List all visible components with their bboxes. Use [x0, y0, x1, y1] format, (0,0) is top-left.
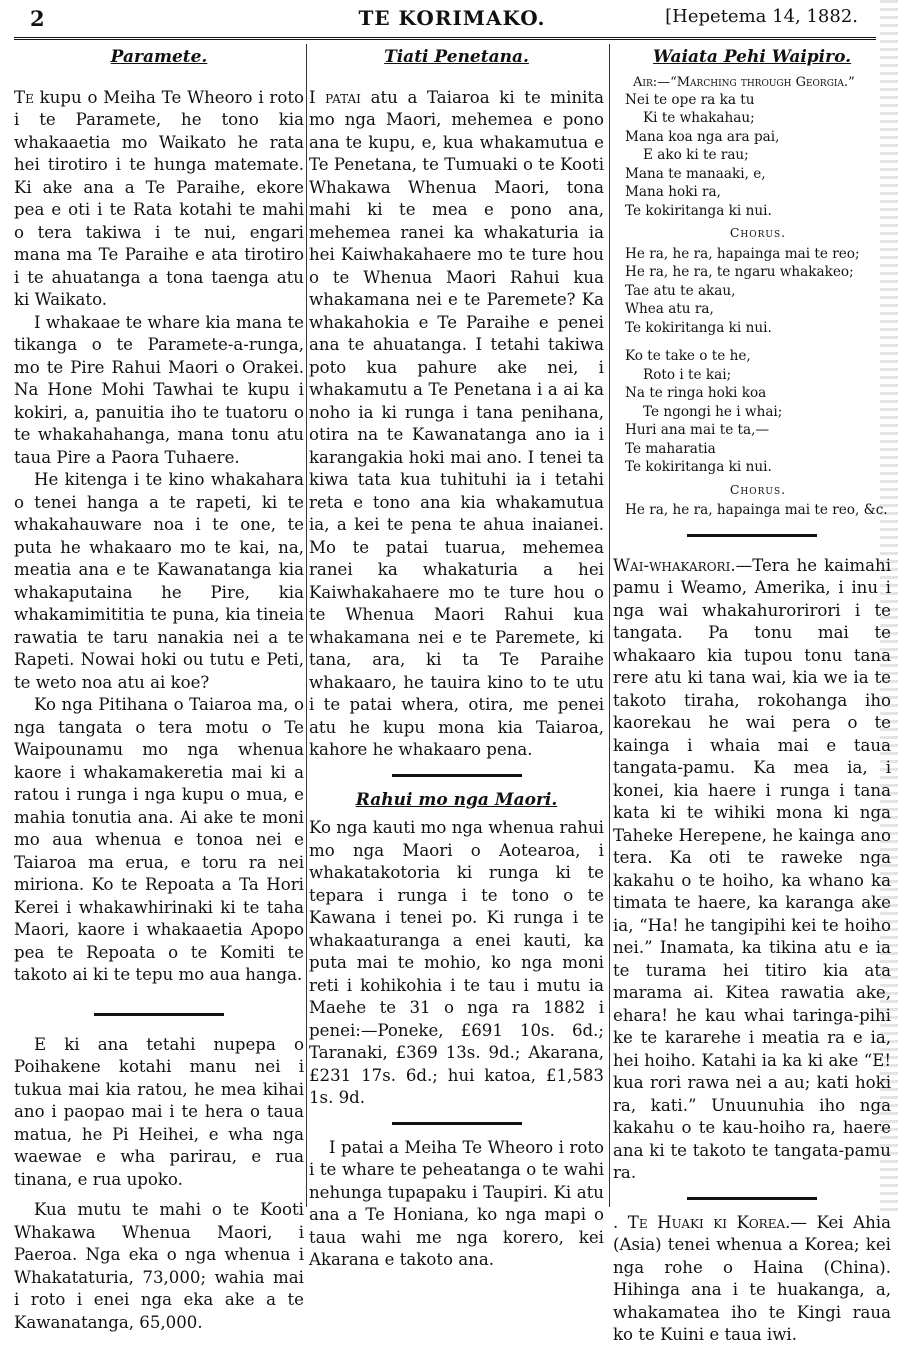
- article-paragraph: Ko nga Pitihana o Taiaroa ma, o nga tangata o tera motu o Te Waipounamu mo nga whenua kaore i whakamakeretia mai ki a ratou i runga i nga kupu o mua, e mahia tonutia ana. Ai ake te moni mo aua whenua e tonoa nei e Taiaroa ma erua, e toru ra nei miriona. Ko te Repoata a Ta Hori Kerei i whakawhirinaki ki te taha Maori, kaore i whakaaetia Apopo pea te Repoata o te Komiti te takoto ai ki te tepu mo aua hanga.: [14, 695, 304, 984]
- chorus-label: Chorus.: [729, 481, 787, 497]
- song-line: E ako ki te rau;: [643, 147, 749, 163]
- issue-date: [Hepetema 14, 1882.: [665, 6, 858, 27]
- song-line: Ki te whakahau;: [643, 110, 755, 126]
- column-3: [613, 44, 891, 1347]
- article-paragraph: I patai a Meiha Te Wheoro i roto i te whare te peheatanga o te wahi nehunga tupapaku i Taupiri. Ki atu ana a Te Honiana, ko nga mapi o taua wahi me nga korero, kei Akarana e takoto ana.: [309, 1137, 604, 1269]
- section-heading-rahui: Rahui mo nga Maori.: [355, 789, 558, 810]
- song-line: Tae atu te akau,: [625, 282, 736, 299]
- section-heading-paramete: Paramete.: [110, 47, 208, 67]
- article-paragraph: E ki ana tetahi nupepa o Poihakene kotahi manu nei i tukua mai kia ratou, he mea kihai ano i paopao mai i te hera o taua matua, he Pi Heihei, e wha nga waewae e wha parirau, e rua tinana, e rua upoko.: [14, 1034, 304, 1189]
- song-line: Te kokiritanga ki nui.: [625, 459, 772, 475]
- masthead: [6, 4, 898, 34]
- song-line: Mana hoki ra,: [625, 184, 721, 200]
- song-line: Mana koa nga ara pai,: [625, 128, 780, 145]
- song-line: He ra, he ra, te ngaru whakakeo;: [625, 264, 854, 280]
- top-rule: [14, 37, 876, 42]
- lead-word: Te Huaki ki Korea.: [627, 1212, 791, 1232]
- article-paragraph: [14, 87, 304, 312]
- song-line: He ra, he ra, hapainga mai te reo;: [625, 245, 860, 262]
- column-1: [14, 44, 304, 1334]
- song-line: He ra, he ra, hapainga mai te reo, &c.: [625, 502, 888, 518]
- column-divider: [609, 44, 610, 1207]
- column-divider: [306, 44, 307, 1207]
- song-line: Te kokiritanga ki nui.: [625, 202, 772, 219]
- song-line: Ko te take o te he,: [625, 348, 751, 364]
- section-rule: [392, 1122, 522, 1125]
- column-2: [309, 44, 604, 1272]
- song-line: Mana te manaaki, e,: [625, 165, 766, 182]
- song-verse-1: [625, 91, 891, 520]
- paragraph-text: kupu o Meiha Te Wheoro i roto i te Paramete, he tono kia whakaaetia mo Waikato he rata hei tirotiro i te hunga matemate. Ki ake ana a Te Paraihe, ekore pea e oti i te Rata kotahi te mahi o tera takiwa i te nui, engari mana ma Te Paraihe e ata tirotiro i te ahuatanga a tona taenga atu ki Waikato.: [14, 87, 304, 309]
- article-paragraph: [613, 555, 891, 1185]
- article-paragraph: . Te Huaki ki Korea.— Kei Ahia (Asia) tenei whenua a Korea; kei nga rohe o Haina (China). Hihinga ana i te huakanga, a, whakamatea iho te Kingi raua ko te Kuini e taua iwi.: [613, 1212, 891, 1344]
- song-line: Huri ana mai te ta,—: [625, 422, 770, 438]
- chorus-label: Chorus.: [729, 225, 787, 240]
- section-rule: [687, 534, 817, 537]
- article-paragraph: He kitenga i te kino whakahara o tenei hanga a te rapeti, ki te whakahauware noa i te one, te puta he whakaaro mo te kai, na, meatia ana e te Kawanatanga kia whakaputaina he Pire, kia whakamimititia te puna, kia tineia rawatia te taru nanakia nei a te Rapeti. Nowai hoki ou tutu e Peti, te weto noa atu ai koe?: [14, 470, 304, 692]
- article-paragraph: Kua mutu te mahi o te Kooti Whakawa Whenua Maori, i Paeroa. Nga eka o nga whenua i Whakataturia, 73,000; wahia mai i roto i enei nga eka ake a te Kawanatanga, 65,000.: [14, 1200, 304, 1332]
- song-line: Roto i te kai;: [643, 366, 732, 383]
- song-line: Nei te ope ra ka tu: [625, 91, 755, 108]
- lead-word: Wai-whakarori.: [613, 555, 736, 575]
- paragraph-text: —Tera he kaimahi pamu i Weamo, Amerika, i inu i nga wai whakahurorirori i te tangata. Pa tonu mai te whakaaro kia tupou tonu tana rere atu ki tana wai, kia we ia te takoto tiraha, rokohanga iho kaorekau he wai pera o te kainga i whaia mai e taua tangata-pamu. Ka mea ia, i konei, kia haere i runga i tana kata ki te wihiki mona ki nga Taheke Herepene, he kainga ano tera. Ka oti te raweke nga kakahu o te hoiho, ka whano ka timata te haere, ka karanga ake ia, “Ha! he tangipihi kei te hoiho nei.” Inamata, ka tikina atu e ia te turama hei titiro kia ata marama ai. Kitea rawatia ake, ehara! he kau whai taringa-pihi ke te kararehe i meatia ra e ia, hei hoiho. Katahi ia ka ki ake “E! kua rori rawa nei a au; kati hoki ra, kati.” Unuunuhia iho nga kakahu o te kau-hoiho ra, haere ana ki te takoto te tangata-pamu ra.: [613, 555, 891, 1182]
- song-line: Te ngongi he i whai;: [643, 403, 783, 420]
- song-air: Air:—“Marching through Georgia.”: [633, 74, 855, 90]
- section-rule: [94, 1013, 224, 1016]
- paragraph-text: — Kei Ahia (Asia) tenei whenua a Korea; kei nga rohe o Haina (China). Hihinga ana i te huakanga, a, whakamatea iho te Kingi raua ko te Kuini e taua iwi.: [613, 1212, 891, 1344]
- article-paragraph: Ko nga kauti mo nga whenua rahui mo nga Maori o Aotearoa, i whakatakotoria ki runga ki te tepara i runga i te tono o te Kawana i tenei po. Ki runga i te whakaaturanga a enei kauti, ka puta mai te mohio, ko nga moni reti i kohikohia i te tau i mutu ia Maehe te 31 o nga ra 1882 i penei:—Poneke, £691 10s. 6d.; Taranaki, £369 13s. 9d.; Akarana, £231 17s. 6d.; hui katoa, £1,583 1s. 9d.: [309, 818, 604, 1107]
- lead-word: I patai: [309, 87, 361, 107]
- paragraph-text: atu a Taiaroa ki te minita mo nga Maori, mehemea e pono ana te kupu, e, kua whakamutua e Te Penetana, te Tumuaki o te Kooti Whakawa Whenua Maori, tona mahi ki te mea e pono ana, mehemea ranei ka whakaturia ia hei Kaiwhakahaere mo te ture hou o te Whenua Maori Rahui kua whakamana nei e te Paremete? Ka whakahokia e Te Paraihe e penei ana te ahuatanga. I tetahi takiwa poto kua pahure ake nei, i whakamutu a Te Penetana i a ai ka noho ia ki runga i tana penihana, otira na te Kawanatanga ano ia i karangakia hoki mai ano. I tenei ta kiwa tata kua tuhituhi ia i tetahi reta e tono ana kia whakamutua ia, a kei te pena te ahua inaianei. Mo te patai tuarua, mehemea ranei ka whakaturia a hei Kaiwhakahaere mo te ture hou o te Whenua Maori Rahui kua whakamana nei e te Paremete, ki tana, ara, ki ta Te Paraihe whakaaro, he tauira kino to te utu i te patai whera, otira, me penei atu he kupu mona kia Taiaroa, kahore he whakaaro pena.: [309, 87, 604, 759]
- song-line: Na te ringa hoki koa: [625, 385, 767, 401]
- newspaper-title: TE KORIMAKO.: [358, 6, 546, 30]
- song-line: Te maharatia: [625, 440, 716, 457]
- lead-word: Te: [14, 87, 34, 107]
- article-paragraph: I whakaae te whare kia mana te tikanga o te Paramete-a-runga, mo te Pire Rahui Maori o Orakei. Na Hone Mohi Tawhai te kupu i kokiri, a, panuitia iho te tuatoru o te whakahahanga, mana tonu atu taua Pire a Paora Tuhaere.: [14, 312, 304, 467]
- section-heading-waiata: Waiata Pehi Waipiro.: [652, 47, 852, 67]
- page-number: 2: [30, 6, 45, 31]
- section-heading-tiati-penetana: Tiati Penetana.: [384, 47, 529, 67]
- song-line: Te kokiritanga ki nui.: [625, 319, 772, 336]
- section-rule: [687, 1197, 817, 1200]
- article-paragraph: [309, 87, 604, 762]
- song-line: Whea atu ra,: [625, 301, 714, 317]
- section-rule: [392, 774, 522, 777]
